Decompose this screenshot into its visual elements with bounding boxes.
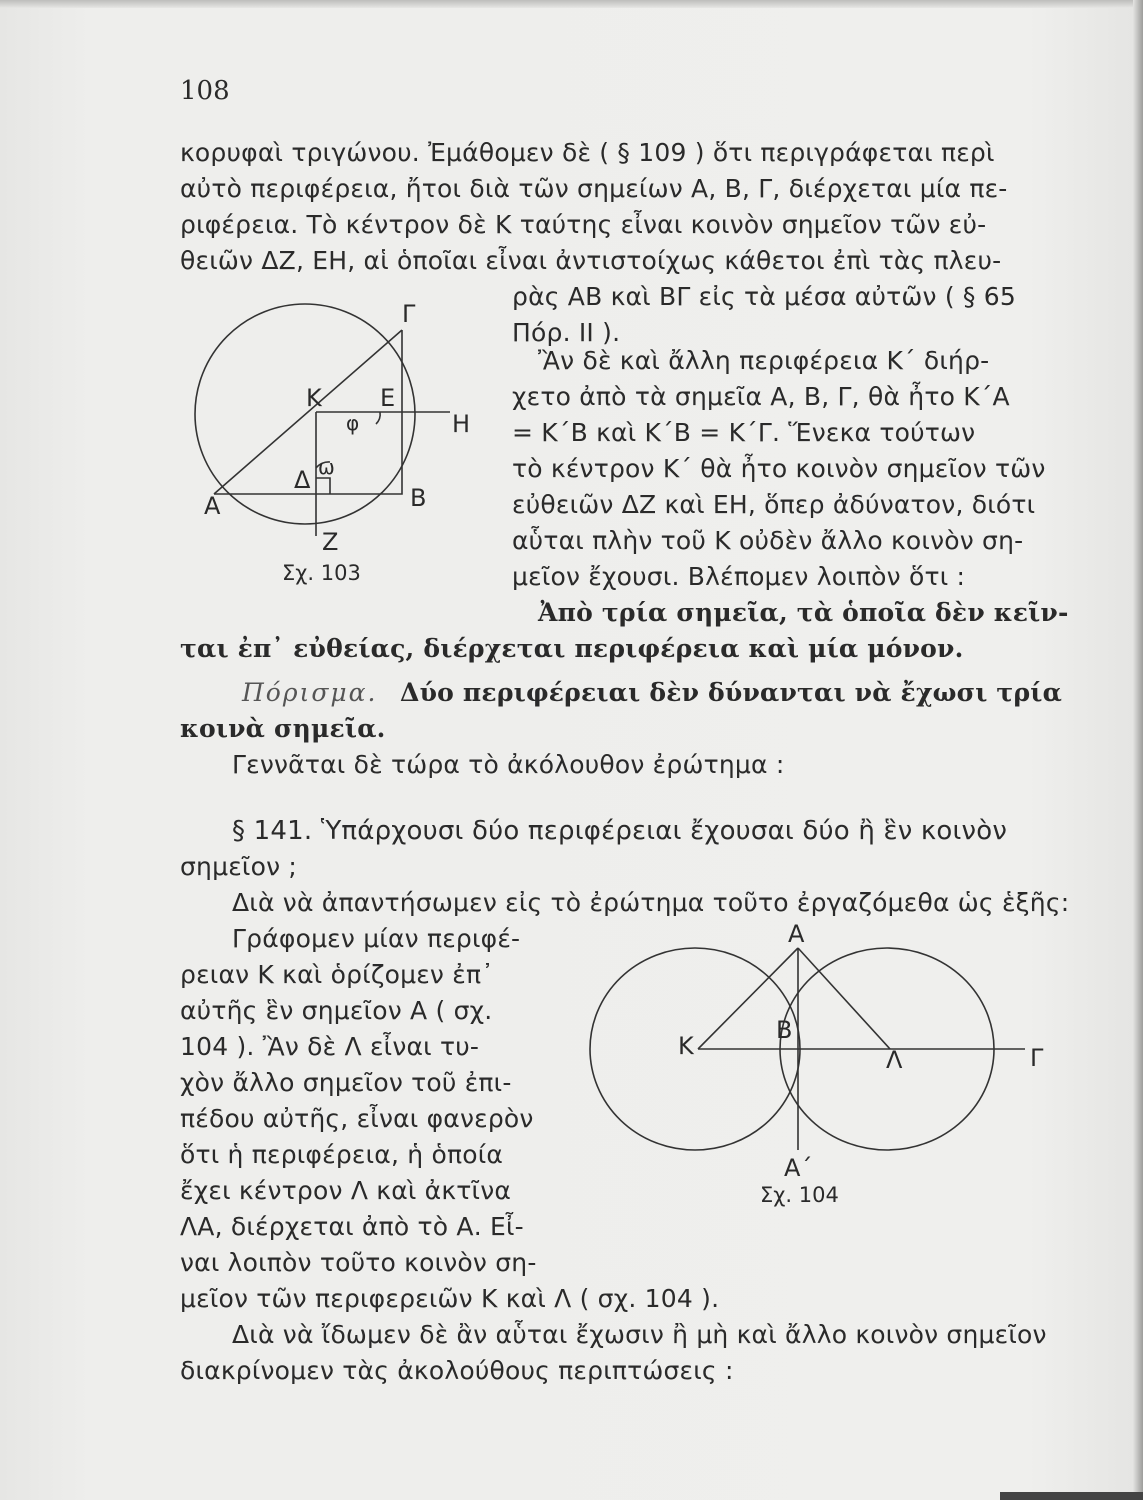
para3-line10: ναι λοιπὸν τοῦτο κοινὸν ση-	[180, 1248, 537, 1277]
para2-line4: τὸ κέντρον Κ΄ θὰ ἦτο κοινὸν σημεῖον τῶν	[512, 454, 1046, 483]
fig104-segment-AL	[798, 948, 890, 1049]
para3-line8: ἔχει κέντρον Λ καὶ ἀκτῖνα	[180, 1176, 512, 1205]
page-bottom-edge	[1000, 1492, 1143, 1500]
page-right-edge	[1133, 0, 1143, 1500]
figure-103	[180, 300, 480, 590]
para1-line6: Πόρ. ΙΙ ).	[512, 318, 621, 347]
fig103-label-A: Α	[204, 492, 221, 520]
theorem-line1: Ἀπὸ τρία σημεῖα, τὰ ὁποῖα δὲν κεῖν-	[538, 598, 1069, 627]
porisma-line2: κοινὰ σημεῖα.	[180, 714, 386, 743]
fig103-label-Z: Ζ	[322, 528, 339, 556]
para2-line3: = Κ΄Β καὶ Κ΄Β = Κ΄Γ. Ἕνεκα τούτων	[512, 418, 976, 447]
para1-line2: αὐτὸ περιφέρεια, ἤτοι διὰ τῶν σημείων Α, Β, Γ, διέρχεται μία πε-	[180, 174, 1008, 203]
para2-line1: Ἂν δὲ καὶ ἄλλη περιφέρεια Κ΄ διήρ-	[538, 346, 990, 375]
para3-line3: αὐτῆς ἓν σημεῖον Α ( σχ.	[180, 996, 493, 1025]
fig104-label-G: Γ	[1030, 1044, 1044, 1072]
figure-104	[570, 920, 1070, 1210]
fig104-label-A: Α	[788, 920, 805, 948]
para3-line11: μεῖον τῶν περιφερειῶν Κ καὶ Λ ( σχ. 104 ).	[180, 1284, 720, 1313]
para3-line9: ΛΑ, διέρχεται ἀπὸ τὸ Α. Εἶ-	[180, 1212, 524, 1241]
theorem-line2: ται ἐπ᾽ εὐθείας, διέρχεται περιφέρεια καὶ μία μόνον.	[180, 634, 964, 663]
answer-intro: Διὰ νὰ ἀπαντήσωμεν εἰς τὸ ἐρώτημα τοῦτο ἐργαζόμεθα ὡς ἑξῆς:	[232, 888, 1070, 917]
fig104-label-B: Β	[776, 1016, 793, 1044]
fig103-label-G: Γ	[402, 300, 416, 328]
para1-line3: ριφέρεια. Τὸ κέντρον δὲ Κ ταύτης εἶναι κοινὸν σημεῖον τῶν εὐ-	[180, 210, 987, 239]
para1-line5: ρὰς ΑΒ καὶ ΒΓ εἰς τὰ μέσα αὐτῶν ( § 65	[512, 282, 1016, 311]
fig103-label-D: Δ	[294, 466, 311, 494]
para2-line2: χετο ἀπὸ τὰ σημεῖα Α, Β, Γ, θὰ ἦτο Κ΄Α	[512, 382, 1010, 411]
fig104-caption: Σχ. 104	[760, 1183, 839, 1207]
fig103-label-phi: φ	[346, 411, 360, 435]
fig104-label-L: Λ	[886, 1046, 903, 1074]
porisma-line1: Δύο περιφέρειαι δὲν δύνανται νὰ ἔχωσι τρία	[400, 678, 1063, 707]
fig103-label-E: Ε	[380, 384, 396, 412]
para2-line6: αὗται πλὴν τοῦ Κ οὐδὲν ἄλλο κοινὸν ση-	[512, 526, 1024, 555]
para3-line5: χὸν ἄλλο σημεῖον τοῦ ἐπι-	[180, 1068, 512, 1097]
para2-line5: εὐθειῶν ΔΖ καὶ ΕΗ, ὅπερ ἀδύνατον, διότι	[512, 490, 1036, 519]
page-number: 108	[180, 76, 230, 106]
fig103-right-angle-mark	[316, 478, 330, 494]
fig104-label-A-prime: Α΄	[784, 1154, 813, 1182]
fig103-label-H: Η	[452, 410, 471, 438]
fig103-label-omega: ω	[318, 455, 335, 479]
fig103-label-K: Κ	[306, 384, 322, 412]
question-intro: Γεννᾶται δὲ τώρα τὸ ἀκόλουθον ἐρώτημα :	[232, 750, 785, 779]
section141-line2: σημεῖον ;	[180, 852, 297, 881]
para3-line4: 104 ). Ἂν δὲ Λ εἶναι τυ-	[180, 1032, 480, 1061]
para3-line7: ὅτι ἡ περιφέρεια, ἡ ὁποία	[180, 1140, 504, 1169]
fig103-angle-phi-arc	[376, 412, 380, 424]
fig104-label-K: Κ	[678, 1032, 694, 1060]
para2-line7: μεῖον ἔχουσι. Βλέπομεν λοιπὸν ὅτι :	[512, 562, 966, 591]
page-top-edge	[0, 0, 1143, 8]
fig103-caption: Σχ. 103	[282, 561, 361, 585]
para3-line6: πέδου αὐτῆς, εἶναι φανερὸν	[180, 1104, 534, 1133]
fig103-label-B: Β	[410, 484, 427, 512]
para3-line2: ρειαν Κ καὶ ὁρίζομεν ἐπ᾽	[180, 960, 494, 989]
para1-line4: θειῶν ΔΖ, ΕΗ, αἱ ὁποῖαι εἶναι ἀντιστοίχως κάθετοι ἐπὶ τὰς πλευ-	[180, 246, 1002, 275]
para3-line1: Γράφομεν μίαν περιφέ-	[232, 924, 521, 953]
para1-line1: κορυφαὶ τριγώνου. Ἐμάθομεν δὲ ( § 109 ) ὅτι περιγράφεται περὶ	[180, 138, 995, 167]
section141-line1: § 141. Ὑπάρχουσι δύο περιφέρειαι ἔχουσαι δύο ἢ ἓν κοινὸν	[232, 816, 1008, 846]
porisma-label: Πόρισμα.	[242, 678, 378, 707]
para4-line1: Διὰ νὰ ἴδωμεν δὲ ἂν αὗται ἔχωσιν ἢ μὴ καὶ ἄλλο κοινὸν σημεῖον	[232, 1320, 1047, 1349]
para4-line2: διακρίνομεν τὰς ἀκολούθους περιπτώσεις :	[180, 1356, 734, 1385]
